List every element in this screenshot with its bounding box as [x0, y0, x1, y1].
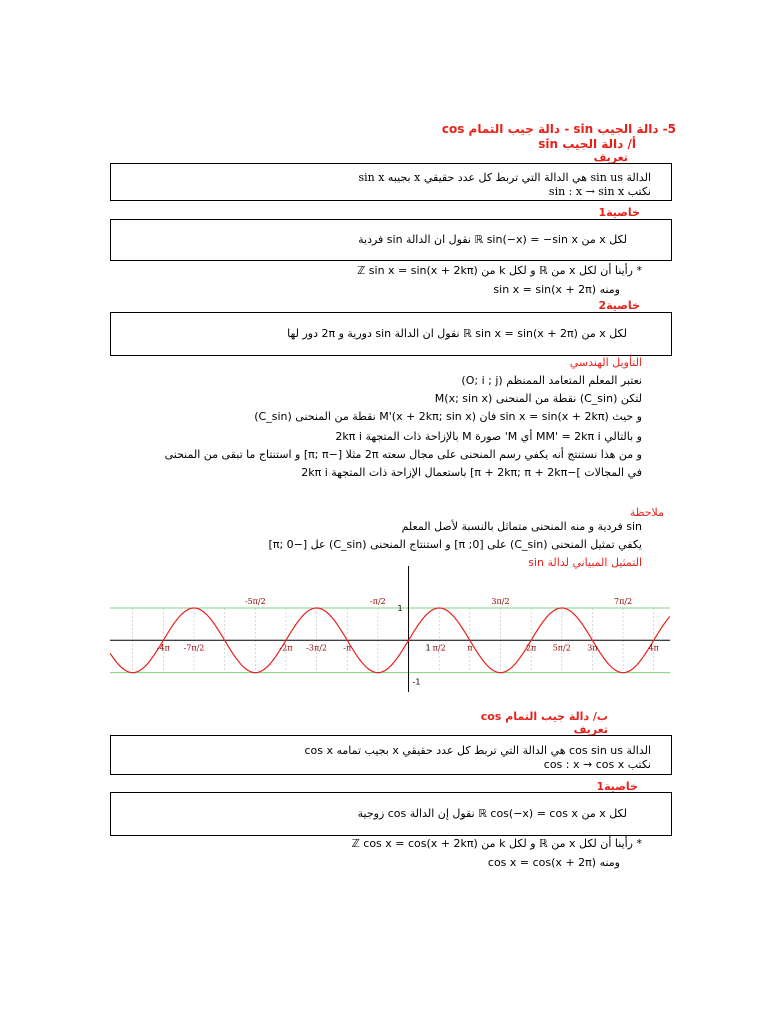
property2-label: خاصية2 — [598, 299, 640, 312]
tick-label: 4π — [648, 643, 659, 653]
remark-line2: يكفي تمثيل المنحنى (C_sin) على [0; π] و استنتاج المنحنى (C_sin) عل [−π; 0] — [268, 538, 642, 551]
property1-note1: * رأينا أن لكل x من ℝ و لكل k من ℤ sin x = sin(x + 2kπ) — [357, 264, 642, 277]
tick-label: -2π — [279, 643, 293, 653]
cos-property1-note2: ومنه cos x = cos(x + 2π) — [487, 856, 620, 869]
geometric-line2: لتكن (C_sin) نقطة من المنحنى M(x; sin x) — [434, 392, 642, 405]
remark-label: ملاحظة — [629, 506, 664, 519]
cos-definition-box — [110, 735, 672, 775]
tick-label: π — [467, 643, 473, 653]
definition-label: تعريف — [593, 151, 628, 164]
cos-property1-note1: * رأينا أن لكل x من ℝ و لكل k من ℤ cos x = cos(x + 2kπ) — [351, 837, 642, 850]
cos-property1-label: خاصية1 — [596, 780, 638, 793]
property2-box — [110, 312, 672, 356]
tick-label: -π/2 — [370, 597, 386, 606]
tick-label: 3π/2 — [491, 597, 510, 606]
geometric-line1: نعتبر المعلم المتعامد الممنظم (O; i ; j) — [461, 374, 642, 387]
tick-label: 3π — [587, 643, 598, 653]
tick-label: 7π/2 — [614, 597, 633, 606]
tick-label: 2π — [525, 643, 537, 653]
y-tick-label: 1 — [397, 604, 403, 613]
subsection-cos-title: ب/ دالة جيب التمام cos — [480, 710, 608, 723]
x-unit-label: 1 — [425, 643, 431, 653]
property2-statement: لكل x من ℝ sin x = sin(x + 2π) نقول ان الدالة sin دورية و 2π دور لها — [287, 327, 627, 340]
subsection-sin-title: أ/ دالة الجيب sin — [538, 137, 636, 151]
remark-line1: sin فردية و منه المنحنى متماثل بالنسبة لأصل المعلم — [401, 520, 642, 533]
y-tick-label: -1 — [412, 677, 421, 687]
tick-label: -4π — [156, 643, 170, 653]
sin-graph — [110, 566, 670, 692]
sin-definition-box — [110, 163, 672, 201]
cos-definition-label: تعريف — [573, 723, 608, 736]
graph-title: التمثيل المبياني لدالة sin — [528, 556, 642, 569]
sin-definition-line1: الدالة sin us هي الدالة التي تربط كل عدد حقيقي x بجيبه sin x — [358, 171, 651, 184]
geometric-line4: و بالتالي MM' = 2kπ i أي M' صورة M بالإزاحة ذات المتجهة 2kπ i — [335, 430, 642, 443]
property1-note2: ومنه sin x = sin(x + 2π) — [493, 283, 620, 296]
geometric-line6: في المجالات ]−π + 2kπ; π + 2kπ] باستعمال الإزاحة ذات المتجهة 2kπ i — [301, 466, 642, 479]
tick-label: -7π/2 — [183, 643, 205, 653]
cos-property1-statement: لكل x من ℝ cos(−x) = cos x نقول إن الدالة cos زوجية — [357, 807, 627, 820]
cos-property1-box — [110, 792, 672, 836]
cos-definition-line1: الدالة cos sin us هي الدالة التي تربط كل عدد حقيقي x بجيب تمامه cos x — [304, 744, 651, 757]
geometric-label: التأويل الهندسي — [569, 356, 642, 369]
section-title: 5- دالة الجيب sin - دالة جيب التمام cos — [441, 122, 676, 136]
tick-label: -π — [343, 643, 352, 653]
property1-box — [110, 219, 672, 261]
sin-definition-line2: نكتب sin : x → sin x — [548, 185, 651, 198]
geometric-line5: و من هذا نستنتج أنه يكفي رسم المنحنى على مجال سعته 2π مثلا [−π; π] و استنتاج ما تبقى من المنحنى — [164, 448, 642, 461]
property1-statement: لكل x من ℝ sin(−x) = −sin x نقول ان الدالة sin فردية — [358, 233, 627, 246]
tick-label: π/2 — [432, 643, 446, 653]
property1-label: خاصية1 — [598, 206, 640, 219]
tick-label: -5π/2 — [244, 597, 266, 606]
cos-definition-line2: نكتب cos : x → cos x — [543, 758, 651, 771]
tick-label: 5π/2 — [552, 643, 571, 653]
tick-label: -3π/2 — [306, 643, 328, 653]
geometric-line3: و حيث sin x = sin(x + 2kπ) فان M'(x + 2kπ; sin x) نقطة من المنحنى (C_sin) — [254, 410, 642, 423]
